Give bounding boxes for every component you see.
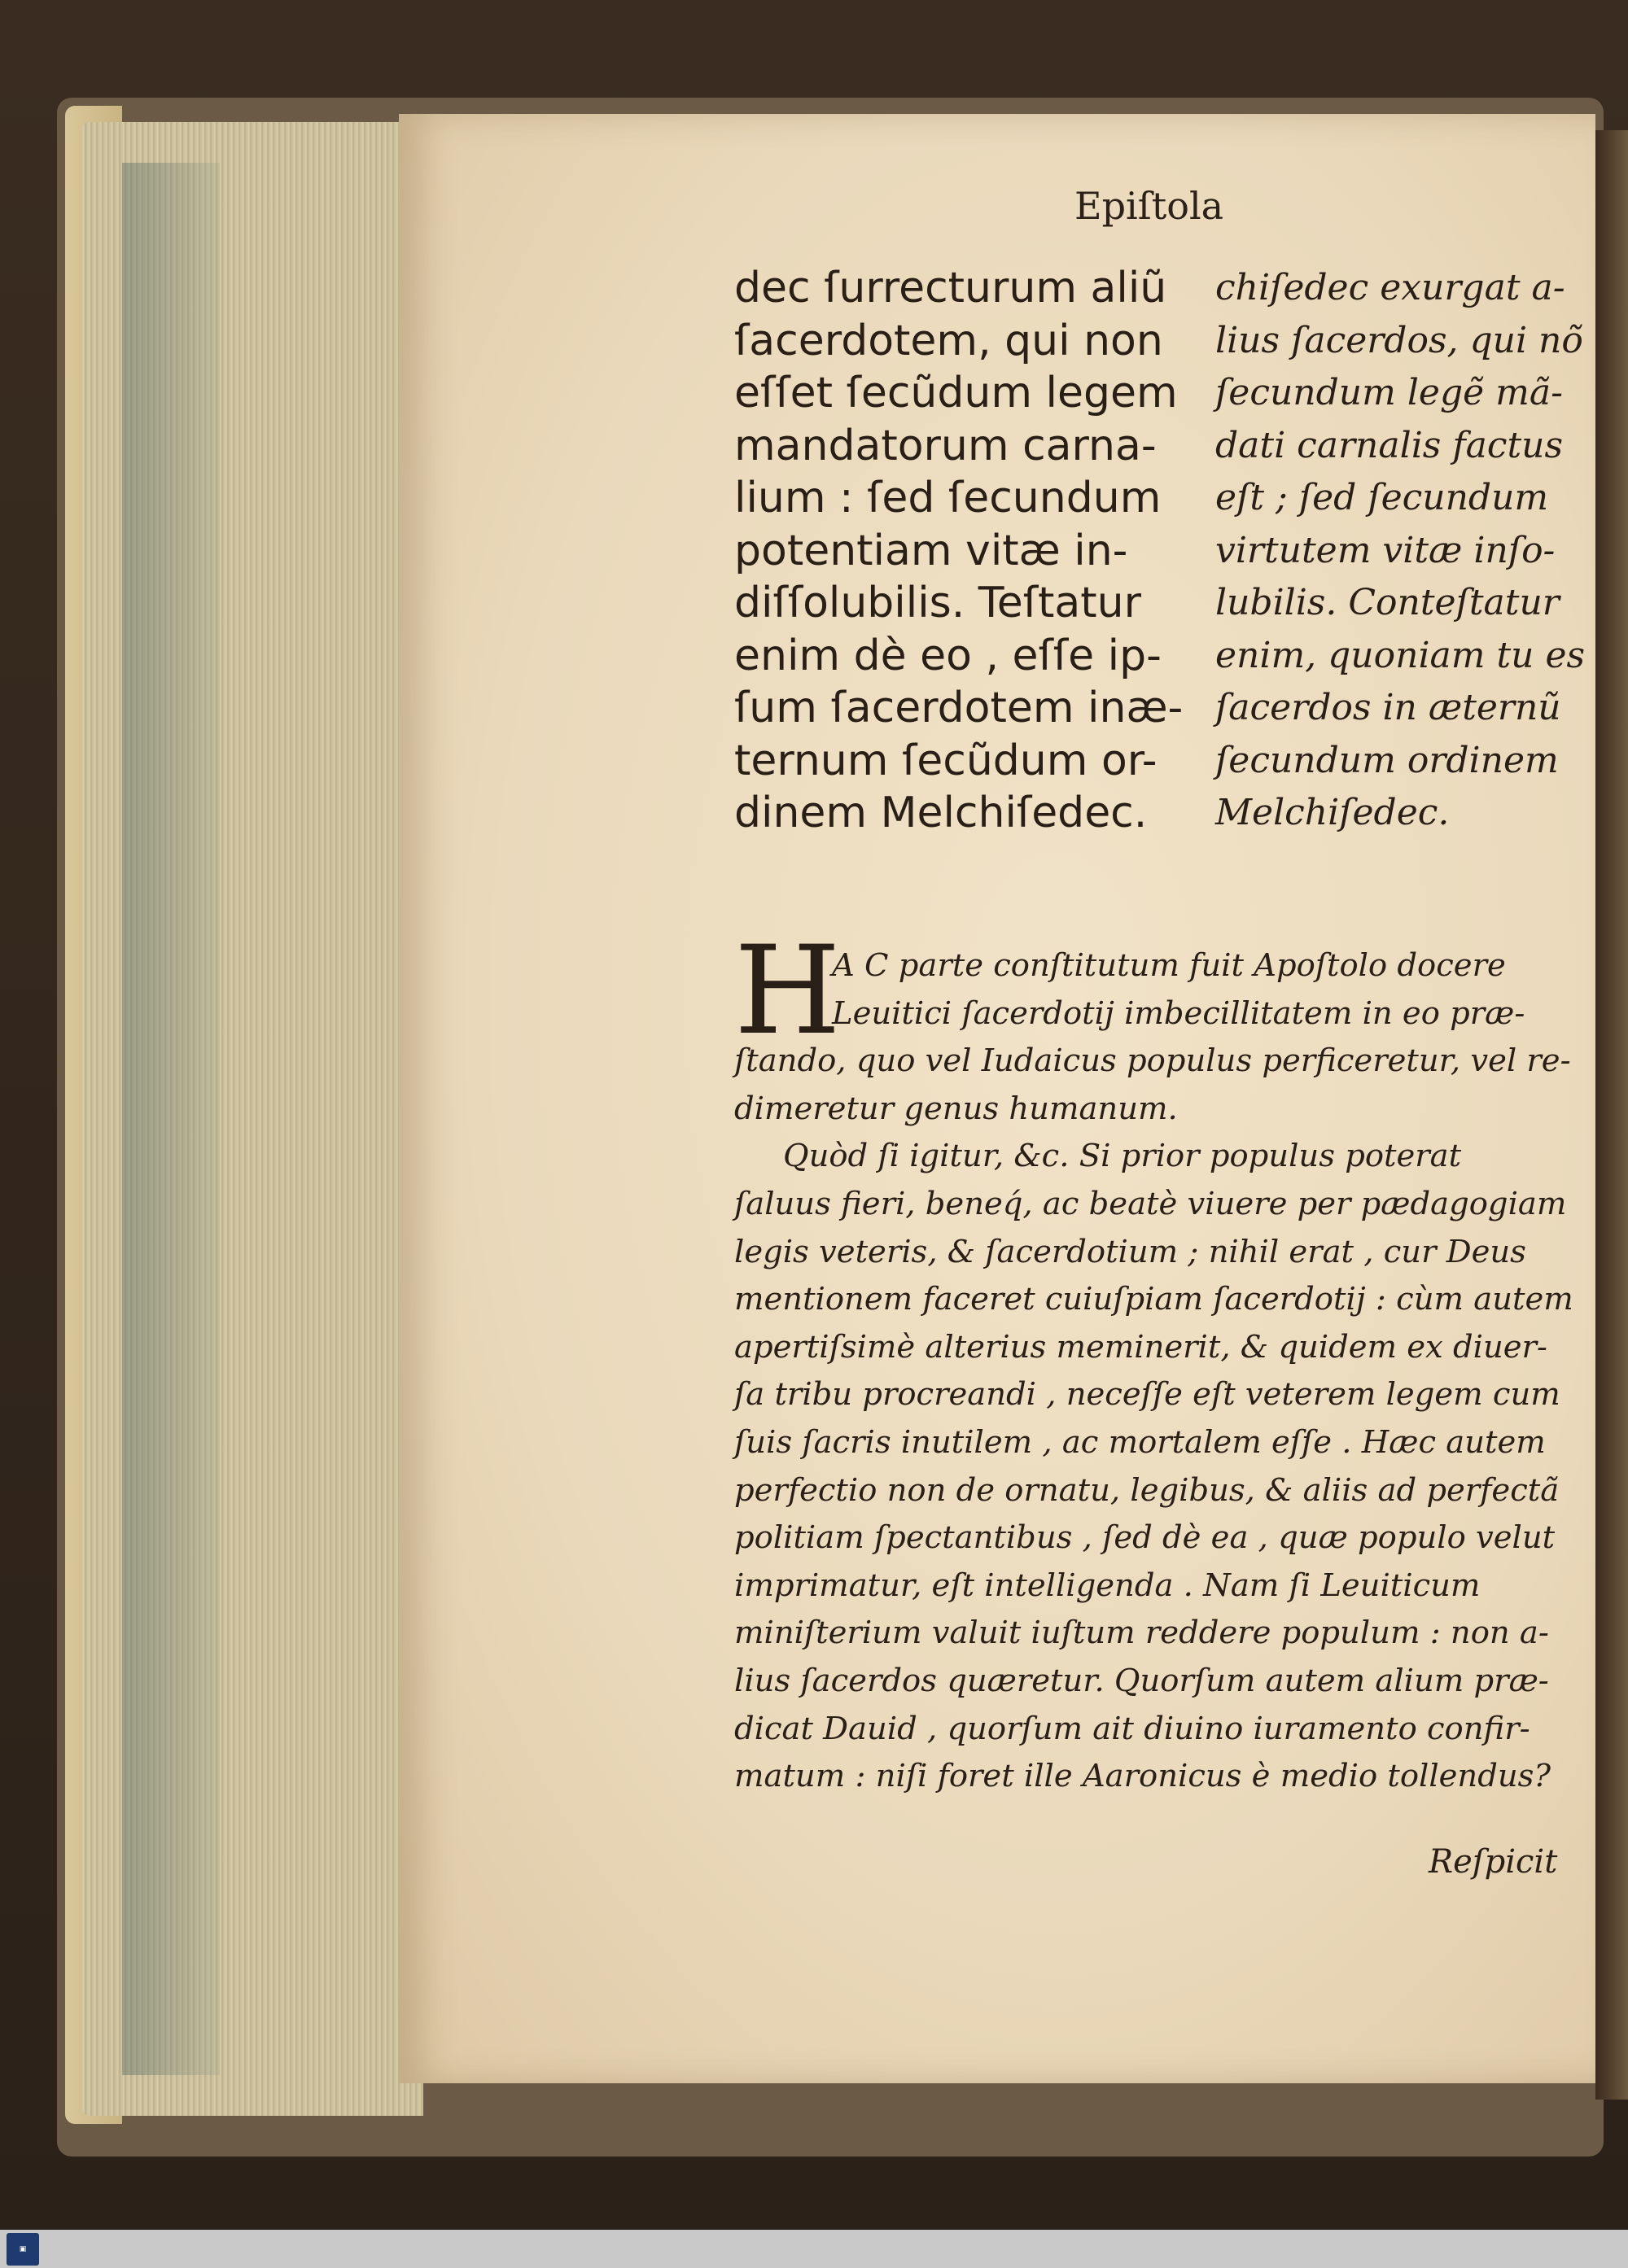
text-line: mandatorum carna- xyxy=(734,421,1157,470)
text-line: dimeretur genus humanum. xyxy=(734,1090,1178,1127)
text-line: chiſedec exurgat a- xyxy=(1215,267,1565,308)
text-line: potentiam vitæ in- xyxy=(734,526,1128,575)
latin-column-right xyxy=(1215,262,1585,840)
text-line: ſecundum legẽ mã- xyxy=(1215,372,1563,413)
text-line: lium : ſed ſecundum xyxy=(734,474,1162,522)
text-line: ſacerdos in æternũ xyxy=(1215,687,1561,728)
text-line: Leuitici ſacerdotij imbecillitatem in eo præ- xyxy=(832,994,1525,1032)
text-line: enim dè eo , eſſe ip- xyxy=(734,631,1162,680)
page-edge-shade xyxy=(122,163,220,2075)
text-line: miniſterium valuit iuſtum reddere populum : non a- xyxy=(734,1615,1549,1652)
text-line: mentionem faceret cuiuſpiam ſacerdotij : cùm autem xyxy=(734,1281,1573,1318)
drop-capital: H xyxy=(734,920,841,1062)
text-line: ſaluus fieri, beneq́, ac beatè viuere per pædagogiam xyxy=(734,1185,1567,1222)
text-line: politiam ſpectantibus , ſed dè ea , quæ populo velut xyxy=(734,1519,1556,1557)
text-line: dicat Dauid , quorſum ait diuino iuramento confir- xyxy=(734,1710,1530,1747)
text-line: eſſet ſecũdum legem xyxy=(734,369,1178,417)
text-line: Quòd ſi igitur, &c. Si prior populus poterat xyxy=(783,1138,1462,1175)
text-line: dati carnalis factus xyxy=(1215,424,1564,466)
text-line: matum : niſi foret ille Aaronicus è medio tollendus? xyxy=(734,1758,1551,1795)
facing-page-edge xyxy=(1595,130,1628,2100)
text-line: perfectio non de ornatu, legibus, & aliis ad perfectã xyxy=(734,1471,1560,1509)
text-line: ſtando, quo vel Iudaicus populus perficeretur, vel re- xyxy=(734,1042,1571,1080)
text-line: lius ſacerdos, qui nõ xyxy=(1215,319,1583,361)
text-line: virtutem vitæ inſo- xyxy=(1215,529,1556,571)
text-line: ſacerdotem, qui non xyxy=(734,316,1163,365)
latin-column-left xyxy=(734,262,1183,840)
text-line: ſum ſacerdotem inæ- xyxy=(734,684,1184,732)
text-line: dec ſurrecturum aliũ xyxy=(734,264,1167,312)
text-line: lius ſacerdos quæretur. Quorſum autem alium præ- xyxy=(734,1662,1549,1699)
text-line: apertiſsimè alterius meminerit, & quidem ex diuer- xyxy=(734,1328,1547,1366)
text-line: dinem Melchiſedec. xyxy=(734,789,1148,837)
text-line: lubilis. Conteſtatur xyxy=(1215,582,1560,623)
running-title: Epiſtola xyxy=(1074,184,1224,228)
text-line: ſuis ſacris inutilem , ac mortalem eſſe . Hæc autem xyxy=(734,1423,1546,1461)
text-line: ſecundum ordinem xyxy=(1215,739,1559,781)
catchword: Reſpicit xyxy=(1429,1843,1558,1881)
library-logo-icon: ▣ xyxy=(7,2233,39,2266)
text-line: imprimatur, eſt intelligenda . Nam ſi Leuiticum xyxy=(734,1567,1481,1604)
text-line: ſa tribu procreandi , neceſſe eſt veterem legem cum xyxy=(734,1376,1560,1414)
text-line: Melchiſedec. xyxy=(1215,792,1450,833)
commentary-block xyxy=(734,942,1573,1801)
text-line: enim, quoniam tu es xyxy=(1215,634,1586,676)
text-line: ternum ſecũdum or- xyxy=(734,736,1158,785)
viewer-bottom-bar xyxy=(0,2230,1628,2268)
text-line: eſt ; ſed ſecundum xyxy=(1215,477,1549,518)
text-line: legis veteris, & ſacerdotium ; nihil erat , cur Deus xyxy=(734,1233,1526,1270)
text-line: A C parte conſtitutum fuit Apoſtolo docere xyxy=(832,947,1506,984)
text-line: diſſolubilis. Teſtatur xyxy=(734,579,1141,627)
